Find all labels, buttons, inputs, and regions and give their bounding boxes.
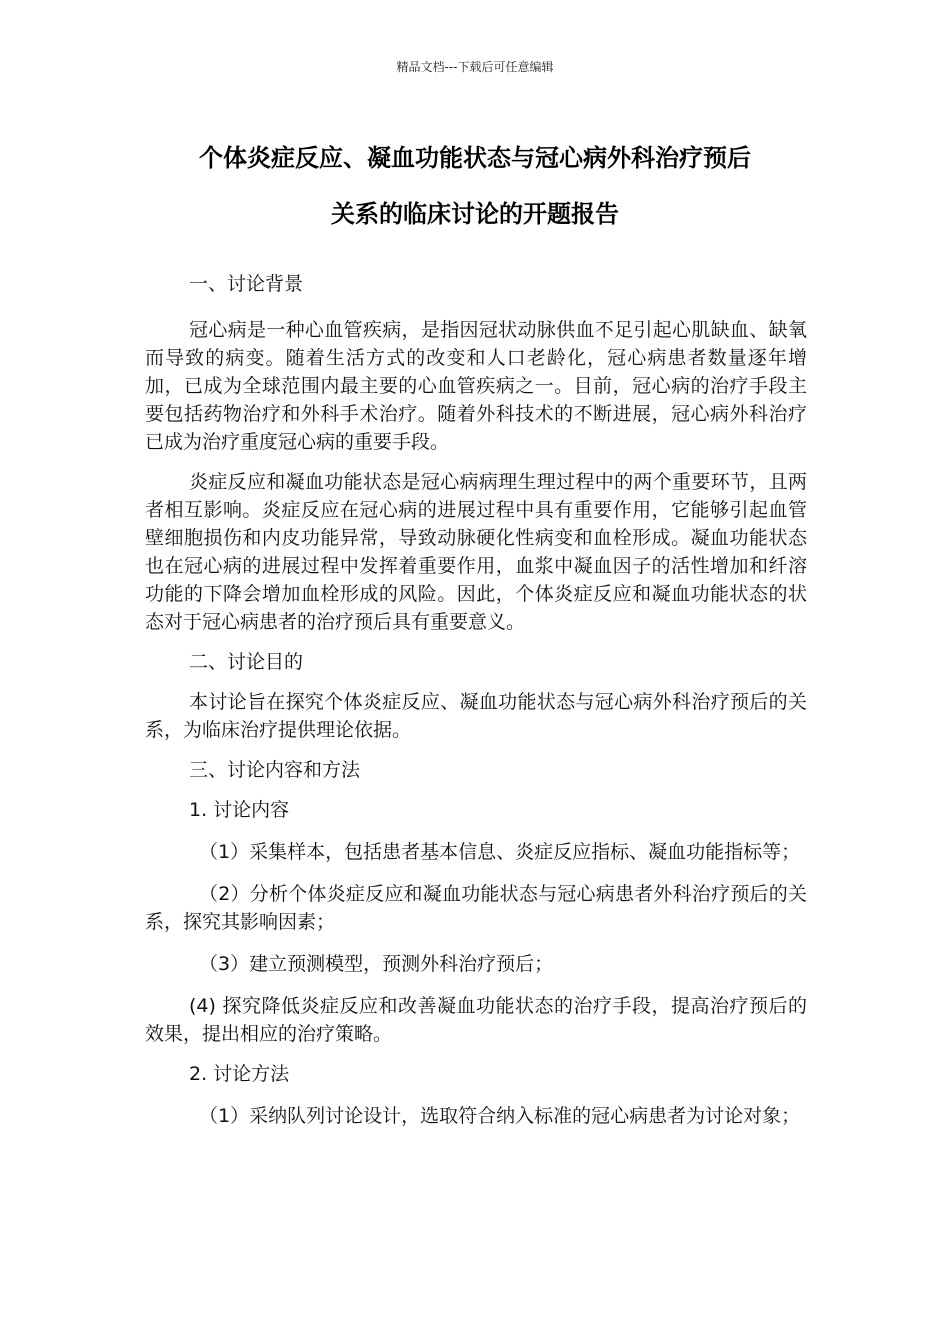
content-item-2: （2）分析个体炎症反应和凝血功能状态与冠心病患者外科治疗预后的关系，探究其影响因素；	[145, 883, 807, 933]
paragraph-purpose: 本讨论旨在探究个体炎症反应、凝血功能状态与冠心病外科治疗预后的关系，为临床治疗提供理论依据。	[145, 691, 807, 741]
subheading-content: 1. 讨论内容	[189, 799, 290, 821]
content-item-3: （3）建立预测模型，预测外科治疗预后；	[199, 953, 554, 975]
content-item-4: (4) 探究降低炎症反应和改善凝血功能状态的治疗手段，提高治疗预后的效果，提出相应的治疗策略。	[145, 995, 807, 1045]
subheading-methods: 2. 讨论方法	[189, 1063, 290, 1085]
section-heading-content-methods: 三、讨论内容和方法	[189, 759, 361, 781]
paragraph-background-1: 冠心病是一种心血管疾病，是指因冠状动脉供血不足引起心肌缺血、缺氧而导致的病变。随着生活方式的改变和人口老龄化，冠心病患者数量逐年增加，已成为全球范围内最主要的心血管疾病之一。目前，冠心病的治疗手段主要包括药物治疗和外科手术治疗。随着外科技术的不断进展，冠心病外科治疗已成为治疗重度冠心病的重要手段。	[145, 319, 807, 453]
title-line-2: 关系的临床讨论的开题报告	[331, 200, 619, 228]
content-item-1: （1）采集样本，包括患者基本信息、炎症反应指标、凝血功能指标等；	[199, 841, 801, 863]
section-heading-background: 一、讨论背景	[189, 273, 304, 295]
page-header-note: 精品文档---下载后可任意编辑	[396, 60, 554, 74]
document-body	[145, 270, 807, 1130]
method-item-1: （1）采纳队列讨论设计，选取符合纳入标准的冠心病患者为讨论对象；	[199, 1105, 801, 1127]
document-title	[145, 130, 805, 242]
paragraph-background-2: 炎症反应和凝血功能状态是冠心病病理生理过程中的两个重要环节，且两者相互影响。炎症反应在冠心病的进展过程中具有重要作用，它能够引起血管壁细胞损伤和内皮功能异常，导致动脉硬化性病变和血栓形成。凝血功能状态也在冠心病的进展过程中发挥着重要作用，血浆中凝血因子的活性增加和纤溶功能的下降会增加血栓形成的风险。因此，个体炎症反应和凝血功能状态的状态对于冠心病患者的治疗预后具有重要意义。	[145, 471, 807, 633]
section-heading-purpose: 二、讨论目的	[189, 651, 304, 673]
title-line-1: 个体炎症反应、凝血功能状态与冠心病外科治疗预后	[199, 144, 751, 172]
